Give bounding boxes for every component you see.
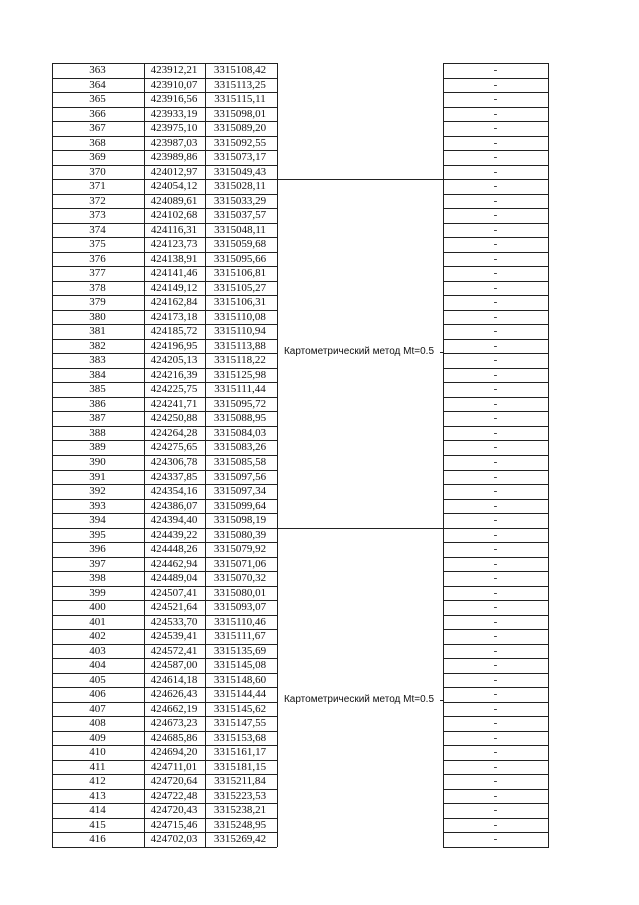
y-coordinate-cell: 3315105,27: [213, 281, 267, 294]
note-cell: -: [493, 441, 498, 454]
y-coordinate-cell: 3315095,66: [213, 252, 267, 265]
table-row: [52, 571, 548, 586]
point-number-cell: 396: [89, 543, 106, 556]
note-cell: -: [493, 238, 498, 251]
note-cell: -: [493, 528, 498, 541]
y-coordinate-cell: 3315080,39: [213, 528, 267, 541]
table-row: [52, 818, 548, 833]
table-row: [52, 600, 548, 615]
x-coordinate-cell: 424614,18: [150, 673, 198, 686]
note-cell: -: [493, 688, 498, 701]
x-coordinate-cell: 424673,23: [150, 717, 198, 730]
table-row: [52, 368, 548, 383]
point-number-cell: 392: [89, 485, 106, 498]
note-cell: -: [493, 180, 498, 193]
x-coordinate-cell: 424250,88: [150, 412, 198, 425]
table-row: [52, 484, 548, 499]
note-cell: -: [493, 426, 498, 439]
table-row: [52, 295, 548, 310]
y-coordinate-cell: 3315037,57: [213, 209, 267, 222]
table-row: [52, 832, 548, 847]
note-cell: -: [493, 499, 498, 512]
point-number-cell: 386: [89, 397, 106, 410]
x-coordinate-cell: 424394,40: [150, 514, 198, 527]
point-number-cell: 371: [89, 180, 106, 193]
y-coordinate-cell: 3315093,07: [213, 601, 267, 614]
note-cell: -: [493, 194, 498, 207]
table-row: [52, 658, 548, 673]
x-coordinate-cell: 424448,26: [150, 543, 198, 556]
x-coordinate-cell: 424722,48: [150, 789, 198, 802]
point-number-cell: 393: [89, 499, 106, 512]
y-coordinate-cell: 3315118,22: [214, 354, 266, 367]
note-cell: -: [493, 702, 498, 715]
table-row: [52, 208, 548, 223]
x-coordinate-cell: 424462,94: [150, 557, 198, 570]
point-number-cell: 377: [89, 267, 106, 280]
note-cell: -: [493, 760, 498, 773]
note-cell: -: [493, 397, 498, 410]
point-number-cell: 414: [89, 804, 106, 817]
table-row: [52, 774, 548, 789]
column-border: [548, 63, 549, 848]
note-cell: -: [493, 136, 498, 149]
y-coordinate-cell: 3315106,31: [213, 296, 267, 309]
y-coordinate-cell: 3315113,88: [214, 339, 266, 352]
point-number-cell: 369: [89, 151, 106, 164]
x-coordinate-cell: 424711,01: [150, 760, 198, 773]
table-row: [52, 745, 548, 760]
point-number-cell: 363: [89, 64, 106, 76]
point-number-cell: 390: [89, 456, 106, 468]
x-coordinate-cell: 424386,07: [150, 499, 198, 512]
y-coordinate-cell: 3315238,21: [213, 804, 267, 817]
point-number-cell: 405: [89, 673, 106, 686]
note-cell: -: [493, 64, 498, 76]
note-cell: -: [493, 543, 498, 556]
note-cell: -: [493, 789, 498, 802]
row-border: [443, 847, 549, 848]
table-row: [52, 499, 548, 514]
y-coordinate-cell: 3315223,53: [213, 789, 267, 802]
point-number-cell: 367: [89, 122, 106, 135]
x-coordinate-cell: 424337,85: [150, 470, 198, 483]
x-coordinate-cell: 424715,46: [150, 818, 198, 831]
point-number-cell: 375: [89, 238, 106, 251]
note-cell: -: [493, 122, 498, 135]
x-coordinate-cell: 424141,46: [150, 267, 198, 280]
x-coordinate-cell: 424196,95: [150, 339, 198, 352]
x-coordinate-cell: 424102,68: [150, 209, 198, 222]
y-coordinate-cell: 3315095,72: [213, 397, 267, 410]
y-coordinate-cell: 3315111,67: [214, 630, 266, 643]
y-coordinate-cell: 3315110,94: [214, 325, 266, 338]
y-coordinate-cell: 3315125,98: [213, 368, 267, 381]
note-cell: -: [493, 296, 498, 309]
x-coordinate-cell: 424507,41: [150, 586, 198, 599]
table-row: [52, 470, 548, 485]
x-coordinate-cell: 424089,61: [150, 194, 198, 207]
point-number-cell: 368: [89, 136, 106, 149]
note-cell: -: [493, 601, 498, 614]
point-number-cell: 412: [89, 775, 106, 788]
note-cell: -: [493, 412, 498, 425]
y-coordinate-cell: 3315110,46: [214, 615, 266, 628]
y-coordinate-cell: 3315084,03: [213, 426, 267, 439]
note-cell: -: [493, 615, 498, 628]
note-cell: -: [493, 731, 498, 744]
note-cell: -: [493, 557, 498, 570]
y-coordinate-cell: 3315088,95: [213, 412, 267, 425]
note-cell: -: [493, 281, 498, 294]
point-number-cell: 395: [89, 528, 106, 541]
point-number-cell: 399: [89, 586, 106, 599]
point-number-cell: 408: [89, 717, 106, 730]
table-row: [52, 789, 548, 804]
note-cell: -: [493, 107, 498, 120]
note-cell: -: [493, 252, 498, 265]
note-cell: -: [493, 325, 498, 338]
x-coordinate-cell: 424264,28: [150, 426, 198, 439]
note-cell: -: [493, 833, 498, 846]
y-coordinate-cell: 3315099,64: [213, 499, 267, 512]
note-cell: -: [493, 630, 498, 643]
x-coordinate-cell: 423933,19: [150, 107, 198, 120]
x-coordinate-cell: 424012,97: [150, 165, 198, 178]
table-row: [52, 150, 548, 165]
y-coordinate-cell: 3315144,44: [213, 688, 267, 701]
x-coordinate-cell: 424054,12: [150, 180, 198, 193]
x-coordinate-cell: 424720,64: [150, 775, 198, 788]
note-cell: -: [493, 209, 498, 222]
y-coordinate-cell: 3315161,17: [213, 746, 267, 759]
table-row: [52, 760, 548, 775]
x-coordinate-cell: 424533,70: [150, 615, 198, 628]
table-row: [52, 194, 548, 209]
x-coordinate-cell: 424116,31: [150, 223, 198, 236]
x-coordinate-cell: 424185,72: [150, 325, 198, 338]
point-number-cell: 378: [89, 281, 106, 294]
note-cell: -: [493, 644, 498, 657]
y-coordinate-cell: 3315145,62: [213, 702, 267, 715]
y-coordinate-cell: 3315135,69: [213, 644, 267, 657]
y-coordinate-cell: 3315148,60: [213, 673, 267, 686]
x-coordinate-cell: 424162,84: [150, 296, 198, 309]
y-coordinate-cell: 3315049,43: [213, 165, 267, 178]
note-cell: -: [493, 775, 498, 788]
table-row: [52, 440, 548, 455]
y-coordinate-cell: 3315145,08: [213, 659, 267, 672]
point-number-cell: 370: [89, 165, 106, 178]
note-cell: -: [493, 586, 498, 599]
x-coordinate-cell: 424572,41: [150, 644, 198, 657]
point-number-cell: 403: [89, 644, 106, 657]
x-coordinate-cell: 424587,00: [150, 659, 198, 672]
table-row: [52, 223, 548, 238]
table-row: [52, 78, 548, 93]
table-row: [52, 426, 548, 441]
y-coordinate-cell: 3315079,92: [213, 543, 267, 556]
note-cell: -: [493, 151, 498, 164]
table-row: [52, 586, 548, 601]
x-coordinate-cell: 423910,07: [150, 78, 198, 91]
y-coordinate-cell: 3315048,11: [214, 223, 266, 236]
y-coordinate-cell: 3315059,68: [213, 238, 267, 251]
x-coordinate-cell: 423916,56: [150, 93, 198, 106]
x-coordinate-cell: 424241,71: [150, 397, 198, 410]
x-coordinate-cell: 424205,13: [150, 354, 198, 367]
table-row: [52, 557, 548, 572]
x-coordinate-cell: 423987,03: [150, 136, 198, 149]
x-coordinate-cell: 424539,41: [150, 630, 198, 643]
point-number-cell: 406: [89, 688, 106, 701]
y-coordinate-cell: 3315028,11: [214, 180, 266, 193]
y-coordinate-cell: 3315111,44: [214, 383, 266, 396]
y-coordinate-cell: 3315153,68: [213, 731, 267, 744]
note-cell: -: [493, 514, 498, 527]
table-row: [52, 179, 548, 194]
y-coordinate-cell: 3315033,29: [213, 194, 267, 207]
point-number-cell: 366: [89, 107, 106, 120]
method-label: Картометрический метод Mt=0.5: [278, 693, 440, 707]
note-cell: -: [493, 485, 498, 498]
x-coordinate-cell: 424123,73: [150, 238, 198, 251]
y-coordinate-cell: 3315080,01: [213, 586, 267, 599]
point-number-cell: 410: [89, 746, 106, 759]
point-number-cell: 372: [89, 194, 106, 207]
note-cell: -: [493, 470, 498, 483]
y-coordinate-cell: 3315070,32: [213, 572, 267, 585]
table-row: [52, 107, 548, 122]
table-row: [52, 803, 548, 818]
table-row: [52, 136, 548, 151]
note-cell: -: [493, 818, 498, 831]
point-number-cell: 382: [89, 339, 106, 352]
table-row: [52, 542, 548, 557]
point-number-cell: 380: [89, 310, 106, 323]
table-row: [52, 731, 548, 746]
y-coordinate-cell: 3315147,55: [213, 717, 267, 730]
table-row: [52, 252, 548, 267]
y-coordinate-cell: 3315248,95: [213, 818, 267, 831]
note-cell: -: [493, 717, 498, 730]
table-row: [52, 121, 548, 136]
point-number-cell: 407: [89, 702, 106, 715]
y-coordinate-cell: 3315106,81: [213, 267, 267, 280]
note-cell: -: [493, 93, 498, 106]
note-cell: -: [493, 165, 498, 178]
x-coordinate-cell: 424694,20: [150, 746, 198, 759]
point-number-cell: 365: [89, 93, 106, 106]
y-coordinate-cell: 3315085,58: [213, 456, 267, 468]
row-border: [52, 847, 277, 848]
point-number-cell: 416: [89, 833, 106, 846]
y-coordinate-cell: 3315083,26: [213, 441, 267, 454]
x-coordinate-cell: 424306,78: [150, 456, 198, 468]
x-coordinate-cell: 424685,86: [150, 731, 198, 744]
table-row: [52, 324, 548, 339]
table-row: [52, 528, 548, 543]
x-coordinate-cell: 423975,10: [150, 122, 198, 135]
table-row: [52, 644, 548, 659]
point-number-cell: 387: [89, 412, 106, 425]
table-row: [52, 281, 548, 296]
x-coordinate-cell: 424720,43: [150, 804, 198, 817]
point-number-cell: 409: [89, 731, 106, 744]
point-number-cell: 364: [89, 78, 106, 91]
x-coordinate-cell: 424225,75: [150, 383, 198, 396]
x-coordinate-cell: 424489,04: [150, 572, 198, 585]
table-row: [52, 397, 548, 412]
x-coordinate-cell: 424138,91: [150, 252, 198, 265]
point-number-cell: 376: [89, 252, 106, 265]
point-number-cell: 384: [89, 368, 106, 381]
y-coordinate-cell: 3315181,15: [213, 760, 267, 773]
point-number-cell: 401: [89, 615, 106, 628]
y-coordinate-cell: 3315089,20: [213, 122, 267, 135]
point-number-cell: 385: [89, 383, 106, 396]
point-number-cell: 394: [89, 514, 106, 527]
point-number-cell: 373: [89, 209, 106, 222]
x-coordinate-cell: 424662,19: [150, 702, 198, 715]
table-row: [52, 673, 548, 688]
table-row: [52, 513, 548, 528]
point-number-cell: 415: [89, 818, 106, 831]
note-cell: -: [493, 746, 498, 759]
x-coordinate-cell: 424354,16: [150, 485, 198, 498]
x-coordinate-cell: 424216,39: [150, 368, 198, 381]
point-number-cell: 413: [89, 789, 106, 802]
x-coordinate-cell: 424521,64: [150, 601, 198, 614]
note-cell: -: [493, 572, 498, 585]
table-row: [52, 266, 548, 281]
y-coordinate-cell: 3315113,25: [214, 78, 266, 91]
note-cell: -: [493, 339, 498, 352]
note-cell: -: [493, 659, 498, 672]
x-coordinate-cell: 424439,22: [150, 528, 198, 541]
point-number-cell: 374: [89, 223, 106, 236]
note-cell: -: [493, 223, 498, 236]
point-number-cell: 398: [89, 572, 106, 585]
y-coordinate-cell: 3315110,08: [214, 310, 266, 323]
point-number-cell: 383: [89, 354, 106, 367]
y-coordinate-cell: 3315071,06: [213, 557, 267, 570]
point-number-cell: 397: [89, 557, 106, 570]
note-cell: -: [493, 267, 498, 280]
point-number-cell: 379: [89, 296, 106, 309]
point-number-cell: 402: [89, 630, 106, 643]
x-coordinate-cell: 424275,65: [150, 441, 198, 454]
table-row: [52, 455, 548, 470]
note-cell: -: [493, 354, 498, 367]
y-coordinate-cell: 3315097,34: [213, 485, 267, 498]
x-coordinate-cell: 423912,21: [150, 64, 198, 76]
note-cell: -: [493, 78, 498, 91]
y-coordinate-cell: 3315115,11: [214, 93, 266, 106]
note-cell: -: [493, 456, 498, 468]
y-coordinate-cell: 3315092,55: [213, 136, 267, 149]
point-number-cell: 391: [89, 470, 106, 483]
note-cell: -: [493, 368, 498, 381]
table-row: [52, 237, 548, 252]
y-coordinate-cell: 3315108,42: [213, 64, 267, 76]
table-row: [52, 165, 548, 180]
point-number-cell: 381: [89, 325, 106, 338]
table-row: [52, 63, 548, 78]
y-coordinate-cell: 3315097,56: [213, 470, 267, 483]
x-coordinate-cell: 424173,18: [150, 310, 198, 323]
table-row: [52, 92, 548, 107]
y-coordinate-cell: 3315098,19: [213, 514, 267, 527]
point-number-cell: 400: [89, 601, 106, 614]
note-cell: -: [493, 310, 498, 323]
y-coordinate-cell: 3315098,01: [213, 107, 267, 120]
note-cell: -: [493, 383, 498, 396]
point-number-cell: 411: [89, 760, 106, 773]
note-cell: -: [493, 804, 498, 817]
table-row: [52, 716, 548, 731]
table-row: [52, 615, 548, 630]
method-label: Картометрический метод Mt=0.5: [278, 345, 440, 359]
x-coordinate-cell: 424702,03: [150, 833, 198, 846]
y-coordinate-cell: 3315211,84: [214, 775, 266, 788]
x-coordinate-cell: 424149,12: [150, 281, 198, 294]
y-coordinate-cell: 3315269,42: [213, 833, 267, 846]
point-number-cell: 388: [89, 426, 106, 439]
x-coordinate-cell: 423989,86: [150, 151, 198, 164]
y-coordinate-cell: 3315073,17: [213, 151, 267, 164]
table-row: [52, 382, 548, 397]
x-coordinate-cell: 424626,43: [150, 688, 198, 701]
table-row: [52, 411, 548, 426]
note-cell: -: [493, 673, 498, 686]
table-row: [52, 310, 548, 325]
table-row: [52, 629, 548, 644]
point-number-cell: 404: [89, 659, 106, 672]
point-number-cell: 389: [89, 441, 106, 454]
